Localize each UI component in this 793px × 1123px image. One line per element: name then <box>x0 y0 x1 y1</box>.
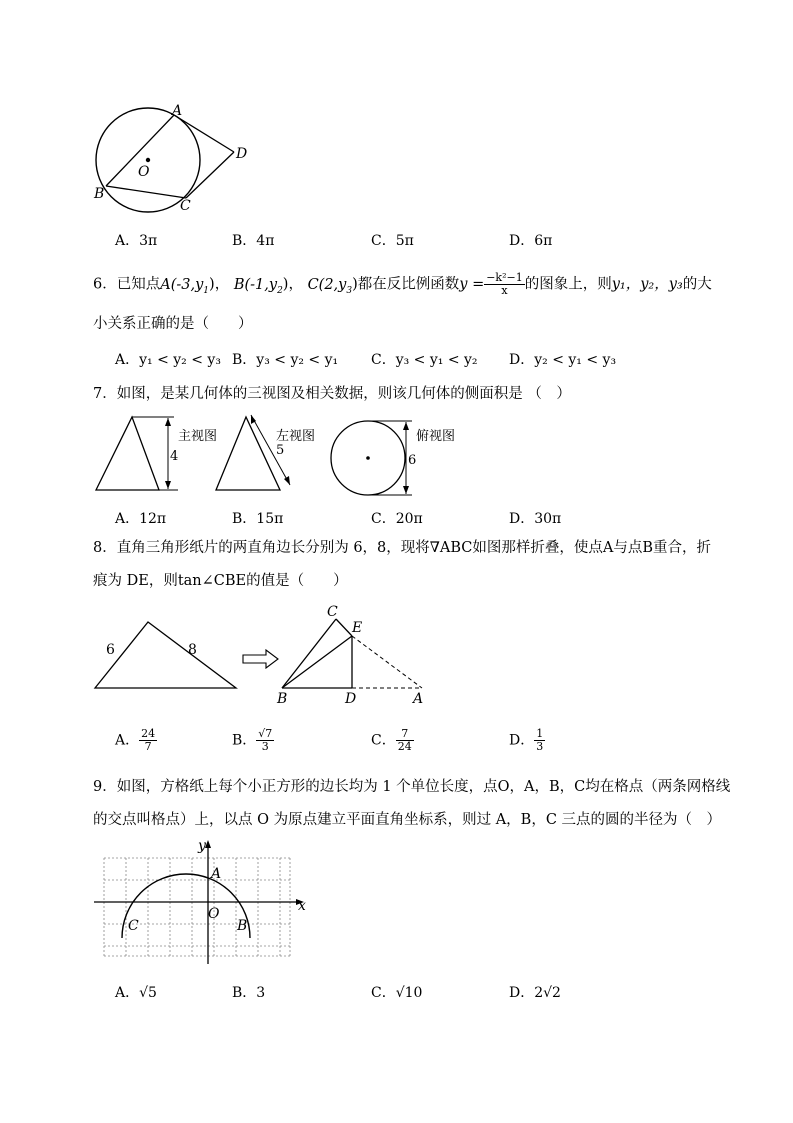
q5-label-D: D <box>236 146 248 162</box>
q7-front-arrow-bottom <box>165 481 171 489</box>
q9-option-c[interactable]: C．√10 <box>371 985 423 1001</box>
q7-stem: 7．如图，是某几何体的三视图及相关数据，则该几何体的侧面积是 （ ） <box>93 386 571 402</box>
q8-segment-CE <box>336 619 352 636</box>
q8-side-8-label: 8 <box>188 642 197 658</box>
q7-option-c[interactable]: C．20π <box>371 511 423 527</box>
q6-stem-line2: 小关系正确的是（ ） <box>93 316 253 332</box>
q6-option-b[interactable]: B．y₃ < y₂ < y₁ <box>232 352 339 368</box>
q6-stem-line1: 6．已知点$A(-3,y_1)$， $B(-1,y_2)$， $C(2,y_3)$都在反比例函数y = $\frac{\text{−k²−1}}{x}$ 的图象上，则y₁，y₂，y₃的大 <box>93 271 712 297</box>
q8-label-E: E <box>352 620 363 636</box>
q7-side-view-triangle <box>216 417 280 490</box>
q5-option-d[interactable]: D．6π <box>509 233 553 249</box>
q9-label-B: B <box>237 918 248 934</box>
q7-front-view-label: 主视图 <box>178 429 218 444</box>
q9-label-x: x <box>298 898 306 914</box>
q7-top-view-center <box>366 456 370 460</box>
q9-grid-figure <box>92 838 312 968</box>
q8-original-triangle <box>95 622 236 688</box>
q7-top-arrow-bottom <box>403 486 409 494</box>
q8-option-d[interactable]: D． $\frac{1}{3}$ <box>509 727 544 753</box>
q9-option-a[interactable]: A．√5 <box>115 985 157 1001</box>
q7-front-arrow-top <box>165 418 171 426</box>
q6-option-c[interactable]: C．y₃ < y₁ < y₂ <box>371 352 478 368</box>
q6-function-fraction: $\frac{\text{−k²−1}}{x}$ <box>486 271 523 297</box>
q9-label-y: y <box>198 838 206 854</box>
q7-three-views-figure <box>90 412 480 504</box>
q5-option-b[interactable]: B．4π <box>232 233 275 249</box>
q7-option-a[interactable]: A．12π <box>115 511 167 527</box>
q5-label-B: B <box>94 186 105 202</box>
q7-front-view-triangle <box>96 417 159 490</box>
q7-option-b[interactable]: B．15π <box>232 511 284 527</box>
q8-side-6-label: 6 <box>106 642 115 658</box>
q9-label-O: O <box>208 906 220 922</box>
q7-option-d[interactable]: D．30π <box>509 511 562 527</box>
q5-circle-figure <box>90 100 260 220</box>
q5-segment-AD <box>174 115 234 152</box>
q5-segment-CD <box>186 152 234 198</box>
q5-option-a[interactable]: A．3π <box>115 233 158 249</box>
q6-option-a[interactable]: A．y₁ < y₂ < y₃ <box>115 352 221 368</box>
q7-side-view-label: 左视图 <box>276 429 316 444</box>
q9-stem-line1: 9．如图，方格纸上每个小正方形的边长均为 1 个单位长度，点O，A，B，C均在格点（两条网格线 <box>93 779 731 795</box>
q8-label-A: A <box>413 691 424 707</box>
q7-front-dim-label: 4 <box>170 449 179 464</box>
q9-stem-line2: 的交点叫格点）上，以点 O 为原点建立平面直角坐标系，则过 A，B，C 三点的圆的半径为（ ） <box>93 812 722 828</box>
q8-label-C: C <box>327 604 338 620</box>
q5-label-O: O <box>138 164 150 180</box>
q9-label-C: C <box>128 918 139 934</box>
q8-option-b[interactable]: B． $\frac{√7}{3}$ <box>232 727 273 753</box>
q9-circle-arc <box>122 874 250 938</box>
q9-option-d[interactable]: D．2√2 <box>509 985 561 1001</box>
q7-side-dim-label: 5 <box>276 443 285 458</box>
q7-top-view-label: 俯视图 <box>416 429 456 444</box>
q5-label-A: A <box>172 103 183 119</box>
q8-label-B: B <box>277 691 288 707</box>
q7-top-arrow-top <box>403 422 409 430</box>
q6-option-d[interactable]: D．y₂ < y₁ < y₃ <box>509 352 617 368</box>
q7-side-arrow-bottom <box>284 476 290 485</box>
q5-center-point <box>146 158 150 162</box>
q5-segment-BC <box>106 186 186 198</box>
q8-dashed-EA <box>352 636 422 688</box>
q8-stem-line1: 8．直角三角形纸片的两直角边长分别为 6，8，现将∇ABC如图那样折叠，使点A与点B重合，折 <box>93 540 712 556</box>
q9-option-b[interactable]: B．3 <box>232 985 266 1001</box>
q8-label-D: D <box>345 691 357 707</box>
q8-option-a[interactable]: A． $\frac{24}{7}$ <box>115 727 156 753</box>
q8-option-c[interactable]: C． $\frac{7}{24}$ <box>371 727 412 753</box>
q8-arrow-icon <box>243 650 278 668</box>
q7-top-dim-label: 6 <box>408 453 417 468</box>
q8-stem-line2: 痕为 DE，则tan∠CBE的值是（ ） <box>93 573 348 589</box>
q9-grid-lines <box>104 858 290 956</box>
q8-folding-figure <box>88 602 438 710</box>
q9-label-A: A <box>211 866 222 882</box>
q5-label-C: C <box>180 198 191 214</box>
q5-option-c[interactable]: C．5π <box>371 233 414 249</box>
